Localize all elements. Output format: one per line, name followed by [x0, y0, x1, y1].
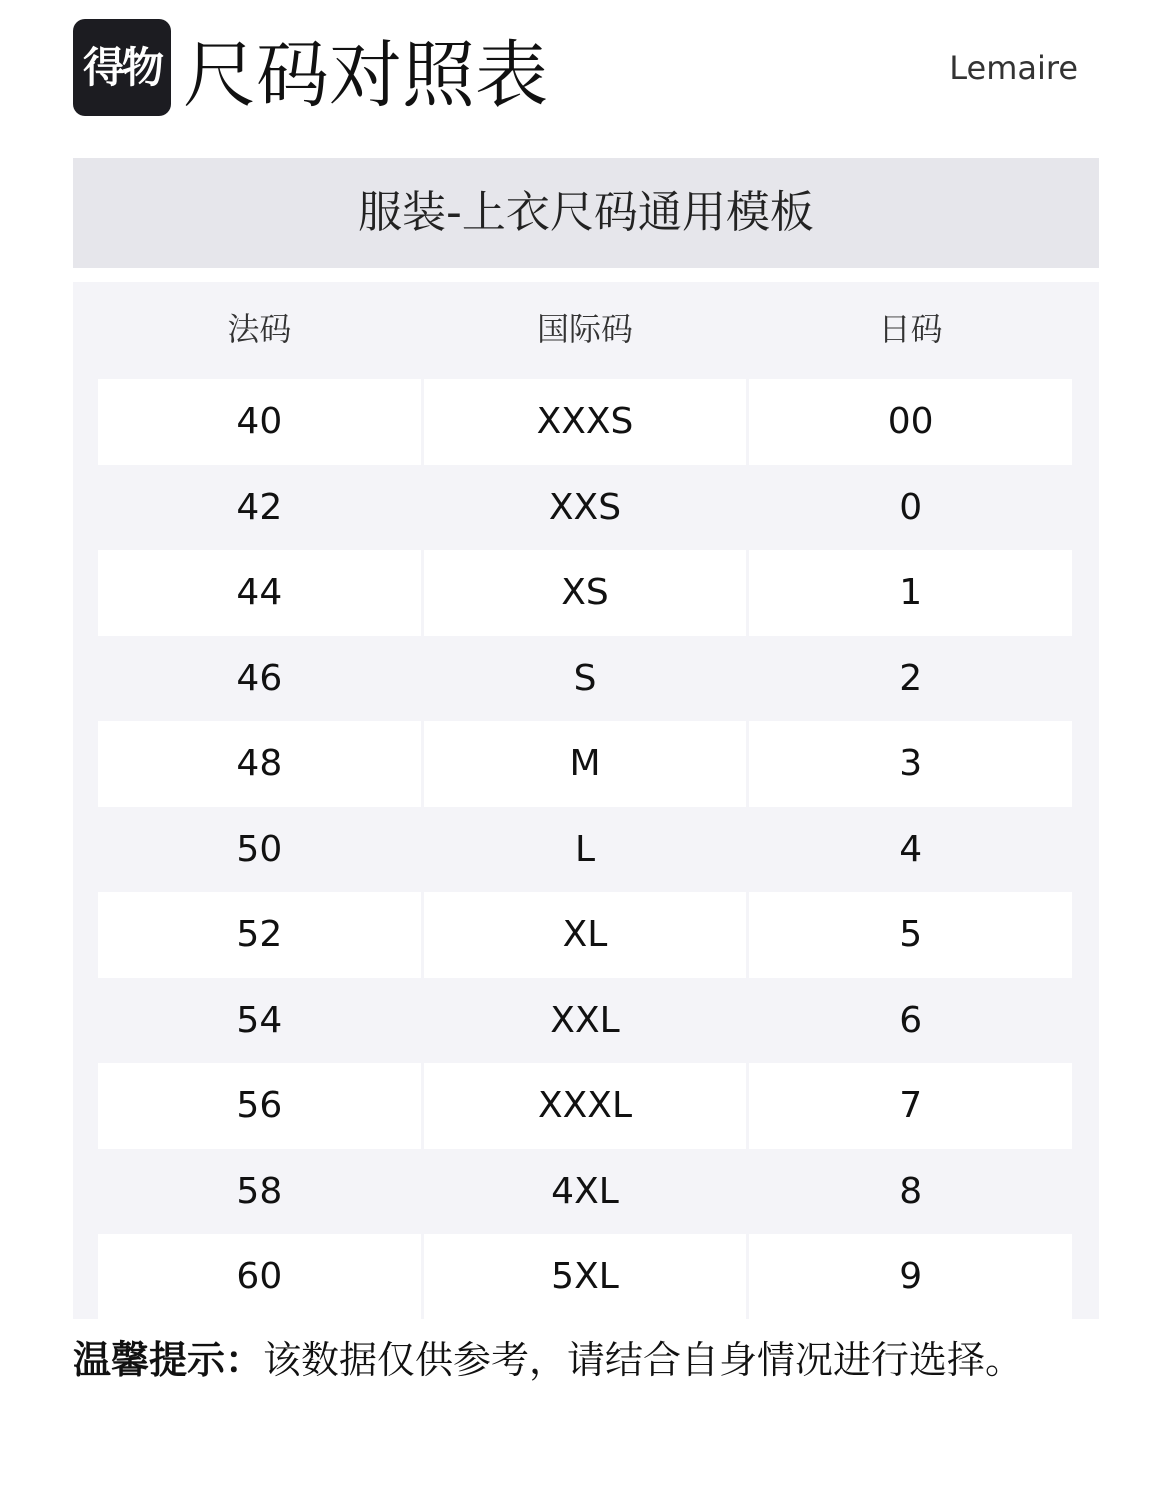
jp-size-cell: 00 — [749, 379, 1072, 465]
fr-size-cell: 40 — [98, 379, 421, 465]
table-row — [73, 892, 1099, 978]
fr-size-cell: 46 — [236, 657, 283, 699]
jp-size-cell: 9 — [749, 1234, 1072, 1320]
jp-size-cell: 2 — [899, 657, 923, 699]
table-row — [73, 1149, 1099, 1235]
column-header-fr: 法码 — [227, 310, 292, 348]
jp-size-cell: 1 — [749, 550, 1072, 636]
intl-size-cell: XXL — [550, 999, 620, 1041]
column-header-intl: 国际码 — [536, 310, 633, 348]
fr-size-cell: 44 — [98, 550, 421, 636]
intl-size-cell: M — [424, 721, 747, 807]
brand-name: Lemaire — [949, 49, 1078, 87]
table-header-row — [73, 282, 1099, 379]
table-row — [73, 807, 1099, 893]
fr-size-cell: 50 — [236, 828, 283, 870]
tip-text: 该数据仅供参考，请结合自身情况进行选择。 — [263, 1338, 1024, 1382]
fr-size-cell: 52 — [98, 892, 421, 978]
intl-size-cell: S — [573, 657, 597, 699]
table-row — [73, 978, 1099, 1064]
table-row — [73, 721, 1099, 807]
intl-size-cell: 4XL — [551, 1170, 619, 1212]
table-row — [73, 1234, 1099, 1320]
intl-size-cell: XXXL — [424, 1063, 747, 1149]
table-body — [73, 379, 1099, 1320]
template-header — [73, 158, 1099, 268]
jp-size-cell: 7 — [749, 1063, 1072, 1149]
intl-size-cell: XXXS — [424, 379, 747, 465]
size-table — [73, 282, 1099, 1319]
fr-size-cell: 56 — [98, 1063, 421, 1149]
intl-size-cell: 5XL — [424, 1234, 747, 1320]
jp-size-cell: 8 — [899, 1170, 923, 1212]
fr-size-cell: 54 — [236, 999, 283, 1041]
intl-size-cell: XL — [424, 892, 747, 978]
jp-size-cell: 6 — [899, 999, 923, 1041]
fr-size-cell: 58 — [236, 1170, 283, 1212]
jp-size-cell: 4 — [899, 828, 923, 870]
logo-text: 得物 — [82, 42, 161, 92]
template-title: 服装-上衣尺码通用模板 — [358, 187, 814, 238]
jp-size-cell: 5 — [749, 892, 1072, 978]
fr-size-cell: 48 — [98, 721, 421, 807]
page-title: 尺码对照表 — [183, 33, 548, 118]
jp-size-cell: 0 — [899, 486, 923, 528]
tip-note — [73, 1338, 1023, 1382]
jp-size-cell: 3 — [749, 721, 1072, 807]
column-header-jp: 日码 — [878, 310, 943, 348]
fr-size-cell: 42 — [236, 486, 283, 528]
fr-size-cell: 60 — [98, 1234, 421, 1320]
intl-size-cell: XXS — [548, 486, 622, 528]
table-row — [73, 465, 1099, 551]
table-row — [73, 1063, 1099, 1149]
intl-size-cell: L — [574, 828, 596, 870]
intl-size-cell: XS — [424, 550, 747, 636]
tip-label: 温馨提示： — [73, 1338, 264, 1382]
table-row — [73, 636, 1099, 722]
dewu-logo — [73, 19, 171, 116]
table-row — [73, 379, 1099, 465]
table-row — [73, 550, 1099, 636]
